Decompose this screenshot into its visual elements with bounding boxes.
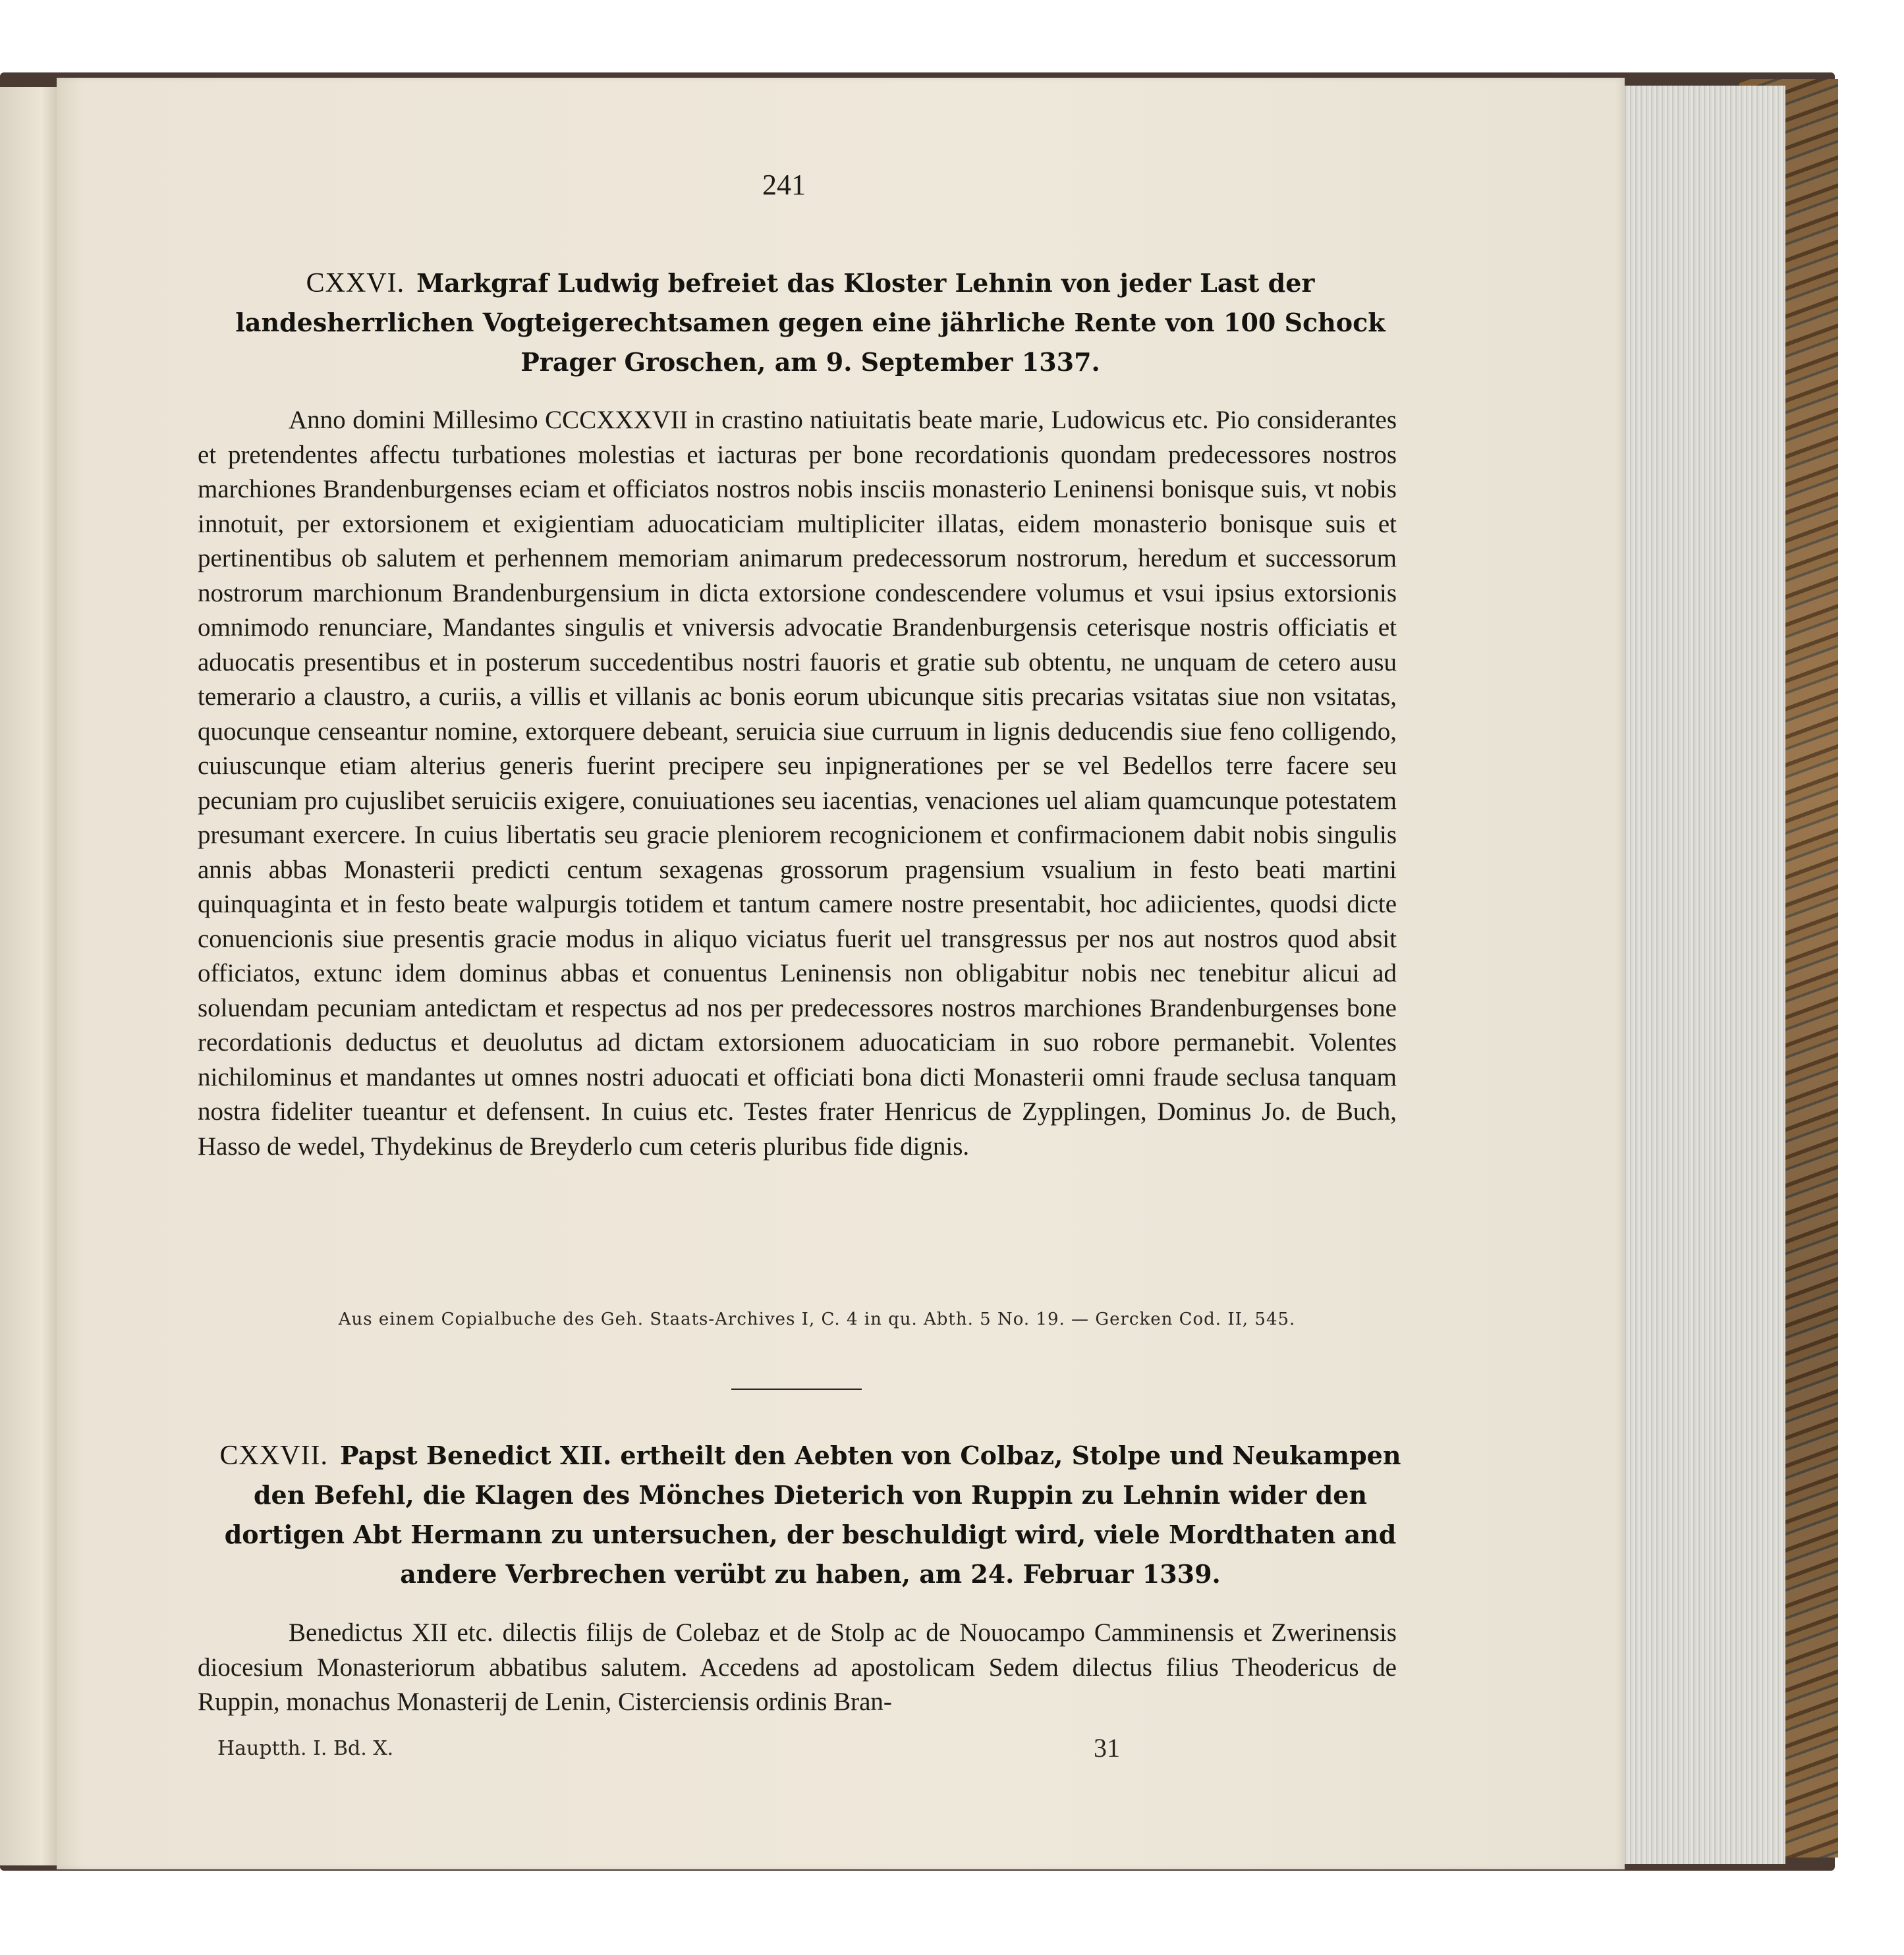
page-number: 241 [762, 169, 806, 201]
document-heading-cxxvii [217, 1436, 1403, 1594]
charter-text-cxxvi: Anno domini Millesimo CCCXXXVII in crastino natiuitatis beate marie, Ludowicus etc. Pio considerantes et pretendentes affectu turbationes molestias et iacturas per bone recordationis quondam predecessores nostros marchiones Brandenburgenses eciam et officiatos nostros nobis insciis monasterio Leninensi bonisque suis, vt nobis innotuit, per extorsionem et exigientiam aduocaticiam multipliciter illatas, eidem monasterio bonisque suis et pertinentibus ob salutem et perhennem memoriam animarum predecessorum nostrorum, heredum et successorum nostrorum marchionum Brandenburgensium in dicta extorsione condescendere volumus et vsui ipsius extorsionis omnimodo renunciare, Mandantes singulis et vniversis advocatie Brandenburgensis ceterisque nostris officiatis et aduocatis presentibus et in posterum succedentibus nostri fauoris et gratie sub obtentu, ne unquam de cetero ausu temerario a claustro, a curiis, a villis et villanis ac bonis eorum ubicunque sitis precarias vsitatas siue non vsitatas, quocunque censeantur nomine, extorquere debeant, seruicia siue curruum in lignis deducendis siue feno colligendo, cuiuscunque etiam alterius generis fuerint precipere seu inpignerationes per se vel Bedellos terre facere seu pecuniam pro cujuslibet seruiciis exigere, conuiuationes seu iacentias, venaciones uel aliam quamcunque potestatem presumant exercere. In cuius libertatis seu gracie pleniorem recognicionem et confirmacionem dabit nobis singulis annis abbas Monasterii predicti centum sexagenas grossorum pragensium vsualium in festo beati martini quinquaginta et in festo beate walpurgis totidem et tantum camere nostre presentabit, hoc adiicientes, quodsi dicte conuencionis siue presentis gracie modus in aliquo viciatus fuerit uel transgressus per nos aut nostros quod absit officiatos, extunc idem dominus abbas et conuentus Leninensis non obligabitur nobis nec tenebitur alicui ad soluendam pecuniam antedictam et respectus ad nos per predecessores nostros marchiones Brandenburgenses bone recordationis deductus et deuolutus ad dictam extorsionem aduocaticiam in suo robore permanebit. Volentes nichilominus et mandantes ut omnes nostri aduocati et officiati bona dicti Monasterii omni fraude seclusa tanquam nostra fideliter tueantur et defensent. In cuius etc. Testes frater Henricus de Zypplingen, Dominus Jo. de Buch, Hasso de wedel, Thydekinus de Breyderlo cum ceteris pluribus fide dignis. [198, 406, 1397, 1161]
charter-text-cxxvii: Benedictus XII etc. dilectis filijs de Colebaz et de Stolp ac de Nouocampo Camminensis et Zwerinensis diocesium Monasteriorum abbatibus salutem. Accedens ad apostolicam Sedem dilectus filius Theodericus de Ruppin, monachus Monasterij de Lenin, Cisterciensis ordinis Bran- [198, 1618, 1397, 1716]
footer-volume-mark: Hauptth. I. Bd. X. [217, 1737, 394, 1760]
footer-signature-mark: 31 [1094, 1733, 1120, 1763]
section-divider [731, 1389, 862, 1390]
heading-text: Papst Benedict XII. ertheilt den Aebten von Colbaz, Stolpe und Neukampen den Befehl, die Klagen des Mönches Dieterich von Ruppin zu Lehnin wider den dortigen Abt Hermann zu untersuchen, der beschuldigt wird, viele Mordthaten and andere Verbrechen verübt zu haben, am 24. Februar 1339. [224, 1441, 1401, 1589]
heading-numeral: CXXVI. [306, 268, 405, 298]
heading-numeral: CXXVII. [219, 1441, 328, 1471]
left-page-edge [0, 87, 59, 1865]
page-edges [1617, 86, 1785, 1864]
source-note: Aus einem Copialbuche des Geh. Staats-Archives I, C. 4 in qu. Abth. 5 No. 19. — Gercken Cod. II, 545. [338, 1309, 1296, 1329]
heading-text: Markgraf Ludwig befreiet das Kloster Lehnin von jeder Last der landesherrlichen Vogteigerechtsamen gegen eine jährliche Rente von 100 Schock Prager Groschen, am 9. September 1337. [235, 268, 1386, 377]
document-heading-cxxvi [217, 263, 1403, 382]
